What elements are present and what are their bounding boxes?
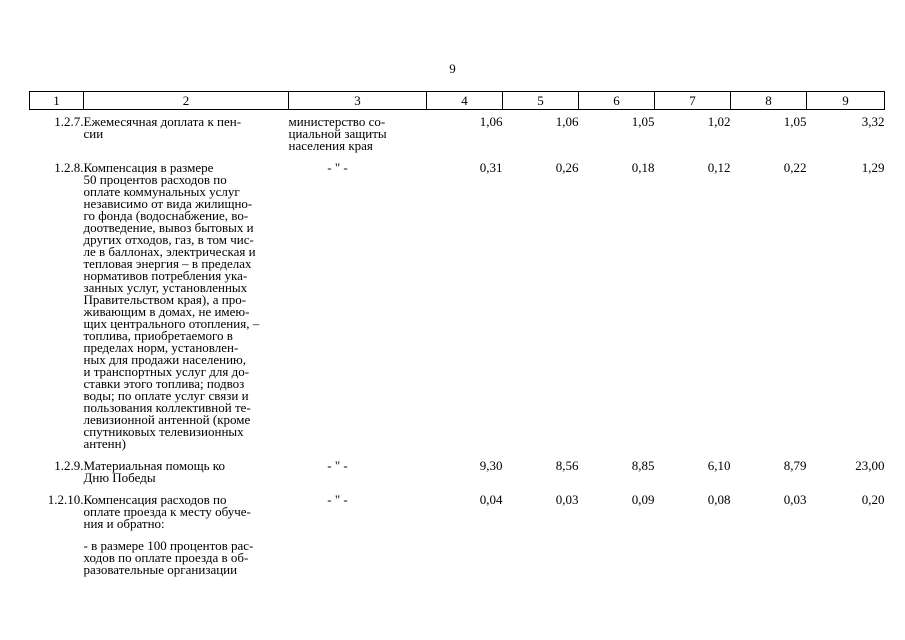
table-row xyxy=(30,152,885,450)
row-name xyxy=(84,152,289,450)
row-value-col9: 0,20 xyxy=(861,492,885,507)
row-number: 1.2.9. xyxy=(54,458,84,473)
row-subitem-text: - в размере 100 процентов рас- ходов по оплате проезда в об- разовательные организации xyxy=(83,538,254,577)
header-cell-7: 7 xyxy=(655,92,731,110)
row-name-text: Материальная помощь ко Дню Победы xyxy=(83,458,225,485)
header-cell-8: 8 xyxy=(731,92,807,110)
row-value-col6: 8,85 xyxy=(631,458,655,473)
row-value-col7: 1,02 xyxy=(707,114,731,129)
row-value-col5: 0,26 xyxy=(555,160,579,175)
row-value-col4: 1,06 xyxy=(479,114,503,129)
row-value-col4: 0,31 xyxy=(479,160,503,175)
header-cell-1: 1 xyxy=(30,92,84,110)
row-value-col9: 3,32 xyxy=(861,114,885,129)
row-value-col4: 9,30 xyxy=(479,458,503,473)
row-value-col8: 0,22 xyxy=(783,160,807,175)
header-cell-4: 4 xyxy=(427,92,503,110)
row-name-text: Ежемесячная доплата к пен- сии xyxy=(83,114,242,141)
table-row xyxy=(30,450,885,484)
row-name xyxy=(84,450,289,484)
row-value-col5: 1,06 xyxy=(555,114,579,129)
row-number: 1.2.7. xyxy=(54,114,84,129)
row-value-col8: 0,03 xyxy=(783,492,807,507)
row-name-text: Компенсация в размере 50 процентов расходов по оплате коммунальных услуг независимо от вида жилищно- го фонда (водоснабжение, во- доотведение, вывоз бытовых и других отходов, газ, в том чис- ле в баллонах, электрическая и тепловая энергия – в пределах нормативов потребления ука- занных услуг, установленных Правительством края), а про- живающим в домах, не имею- щих центрального отопления, – топлива, приобретаемого в пределах норм, установлен- ных для продажи населению, и транспортных услуг для до- ставки этого топлива; подвоз воды; по оплате услуг связи и пользования коллективной те- левизионной антенной (кроме спутниковых телевизионных антенн) xyxy=(83,160,260,451)
table-row xyxy=(30,484,885,576)
table-row xyxy=(30,110,885,153)
row-number: 1.2.10. xyxy=(47,492,84,507)
row-executor: - " - xyxy=(327,160,348,175)
header-cell-5: 5 xyxy=(503,92,579,110)
row-value-col9: 1,29 xyxy=(861,160,885,175)
row-executor xyxy=(289,110,427,153)
header-cell-3: 3 xyxy=(289,92,427,110)
header-row xyxy=(30,92,885,110)
row-value-col6: 1,05 xyxy=(631,114,655,129)
page-number: 9 xyxy=(449,61,456,76)
row-value-col6: 0,09 xyxy=(631,492,655,507)
row-value-col8: 1,05 xyxy=(783,114,807,129)
row-executor: - " - xyxy=(327,458,348,473)
budget-table xyxy=(29,91,885,576)
row-value-col5: 8,56 xyxy=(555,458,579,473)
header-cell-9: 9 xyxy=(807,92,885,110)
header-cell-2: 2 xyxy=(84,92,289,110)
row-value-col9: 23,00 xyxy=(855,458,885,473)
row-name xyxy=(84,484,289,576)
row-name-text: Компенсация расходов по оплате проезда к месту обуче- ния и обратно: xyxy=(83,492,251,531)
row-value-col7: 0,08 xyxy=(707,492,731,507)
row-value-col8: 8,79 xyxy=(783,458,807,473)
row-number: 1.2.8. xyxy=(54,160,84,175)
row-executor: - " - xyxy=(327,492,348,507)
header-cell-6: 6 xyxy=(579,92,655,110)
row-executor-text: министерство со- циальной защиты населения края xyxy=(288,114,387,153)
row-name xyxy=(84,110,289,153)
row-value-col4: 0,04 xyxy=(479,492,503,507)
row-value-col7: 6,10 xyxy=(707,458,731,473)
row-value-col6: 0,18 xyxy=(631,160,655,175)
row-value-col5: 0,03 xyxy=(555,492,579,507)
row-value-col7: 0,12 xyxy=(707,160,731,175)
